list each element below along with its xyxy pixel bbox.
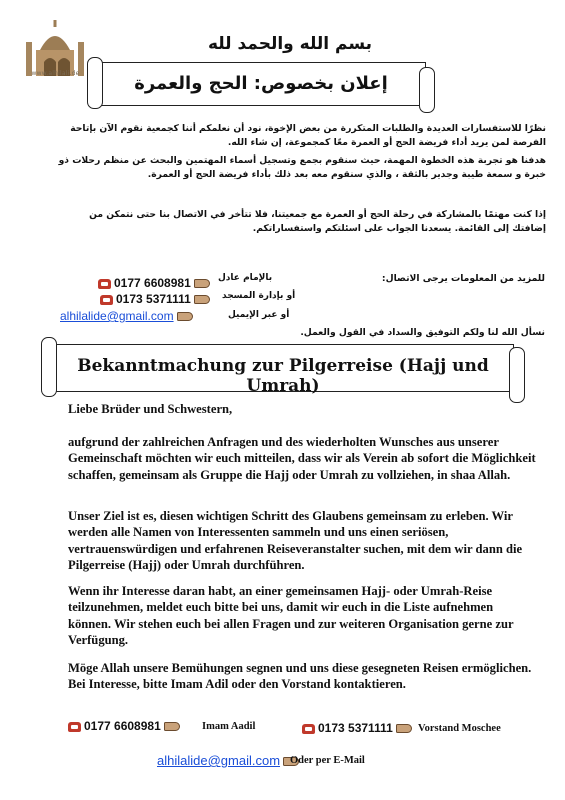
- german-label-board: Vorstand Moschee: [418, 723, 501, 734]
- phone-board-de[interactable]: 0173 5371111: [318, 721, 393, 735]
- arabic-paragraph-3: إذا كنت مهتمًا بالمشاركة في رحلة الحج أو العمرة مع جمعيتنا، فلا تتأخر في الاتصال بنا حتى نتمكن من إضافتك إلى القائمة. يسعدنا الجواب على اسئلتكم واستفساراتكم.: [89, 209, 546, 234]
- german-greeting: Liebe Brüder und Schwestern,: [68, 402, 233, 416]
- arabic-label-email: أو عبر الإيميل: [228, 310, 290, 320]
- german-label-imam: Imam Aadil: [202, 721, 256, 732]
- phone-icon: [68, 722, 81, 732]
- email-link-text-bottom[interactable]: alhilalide@gmail.com: [157, 753, 281, 768]
- pointing-hand-icon: [194, 295, 210, 304]
- email-link-top[interactable]: [60, 309, 196, 323]
- logo-caption: www.alhilali.de: [31, 70, 80, 77]
- arabic-contact-intro: للمزيد من المعلومات يرجى الاتصال:: [381, 273, 545, 284]
- german-label-email: Oder per E-Mail: [290, 755, 365, 766]
- contact-row-imam: [98, 276, 213, 290]
- contact-row-board-de: [302, 721, 415, 735]
- email-link-text[interactable]: alhilalide@gmail.com: [60, 309, 174, 323]
- pointing-hand-icon: [396, 724, 412, 733]
- phone-imam[interactable]: 0177 6608981: [114, 276, 191, 290]
- german-paragraph-3: Wenn ihr Interesse daran habt, an einer gemeinsamen Hajj- oder Umrah-Reise teilzunehmen, meldet euch bitte bei uns, damit wir euch in die Liste aufnehmen können. Wir stehen euch bei allen Fragen und zur weiteren Organisation gerne zur Verfügung.: [68, 584, 514, 648]
- phone-icon: [100, 295, 113, 305]
- phone-icon: [302, 724, 315, 734]
- arabic-title: إعلان بخصوص: الحج والعمرة: [134, 73, 388, 94]
- phone-icon: [98, 279, 111, 289]
- phone-imam-de[interactable]: 0177 6608981: [84, 719, 161, 733]
- arabic-paragraph-2: هدفنا هو تجربة هذه الخطوة المهمة، حيث سنقوم بجمع وتسجيل أسماء المهتمين والبحث عن منظم رحلات ذو خبرة و سمعة طيبة وجدير بالثقة ، والذي سنقوم معه بعد ذلك بأداء فريضة الحج أو العمرة.: [58, 155, 546, 180]
- contact-row-imam-de: [68, 719, 183, 733]
- arabic-closing: نسأل الله لنا ولكم التوفيق والسداد في القول والعمل.: [300, 327, 545, 338]
- german-title: Bekanntmachung zur Pilgerreise (Hajj und Umrah): [77, 356, 489, 396]
- arabic-paragraph-1: نظرًا للاستفسارات العديدة والطلبات المتكررة من بعض الإخوة، نود أن نعلمكم أننا كجمعية نقوم الآن بإتاحة الفرصة لمن يريد أداء فريضة الحج أو العمرة معًا كمجموعة، إن شاء الله.: [70, 123, 546, 148]
- german-title-banner: [52, 344, 514, 396]
- pointing-hand-icon: [194, 279, 210, 288]
- german-paragraph-4: Möge Allah unsere Bemühungen segnen und uns diese gesegneten Reisen ermöglichen. Bei Interesse, bitte Imam Adil oder den Vorstand kontaktieren.: [68, 661, 532, 692]
- pointing-hand-icon: [177, 312, 193, 321]
- arabic-label-board: أو بإدارة المسجد: [222, 291, 296, 301]
- arabic-title-banner: [96, 62, 426, 106]
- basmala-heading: بسم الله والحمد لله: [207, 34, 373, 54]
- pointing-hand-icon: [164, 722, 180, 731]
- phone-board[interactable]: 0173 5371111: [116, 292, 191, 306]
- german-paragraph-2: Unser Ziel ist es, diesen wichtigen Schritt des Glaubens gemeinsam zu erleben. Wir werden alle Namen von Interessenten sammeln und uns einen seriösen, vertrauenswürdigen und erfahrenen Reiseveranstalter suchen, mit dem wir dann die Pilgerreise (Hajj) oder Umrah durchführen.: [68, 509, 523, 573]
- arabic-label-imam: بالإمام عادل: [218, 273, 273, 283]
- german-paragraph-1: aufgrund der zahlreichen Anfragen und des wiederholten Wunsches aus unserer Gemeinschaft möchten wir euch mitteilen, dass wir als Verein ab sofort die Möglichkeit schaffen, gemeinsam als Gruppe die Hajj oder Umrah zu vollziehen, in shaa Allah.: [68, 435, 536, 482]
- contact-row-board: [100, 292, 213, 306]
- email-link-bottom[interactable]: [157, 753, 302, 768]
